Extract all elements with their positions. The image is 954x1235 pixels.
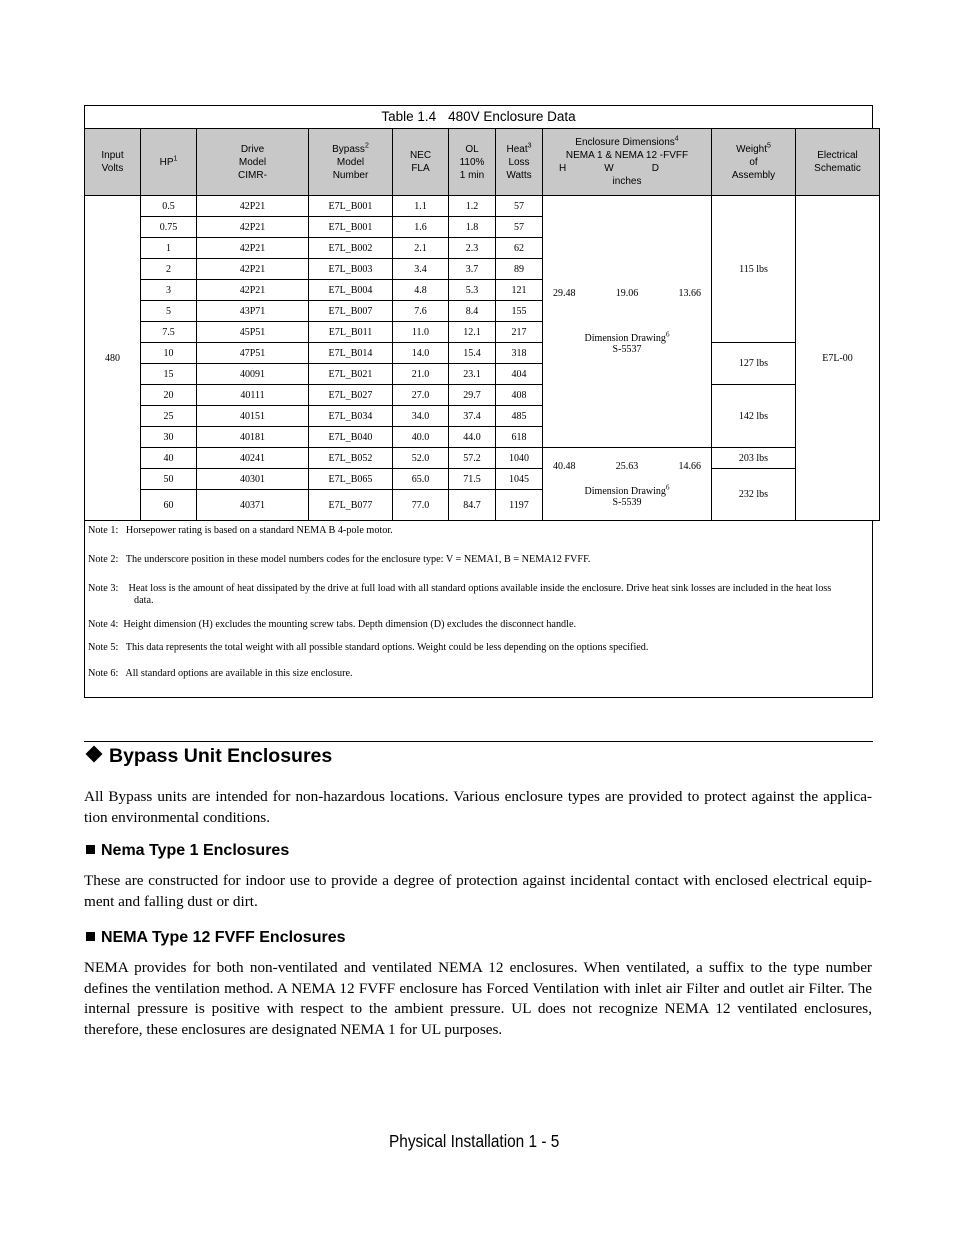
- diamond-bullet-icon: [86, 746, 103, 763]
- table-caption: [84, 105, 873, 128]
- table-row: 7.5 45P51 E7L_B011 11.0 12.1 217: [85, 322, 880, 343]
- note-3: Note 3: Heat loss is the amount of heat dissipated by the drive at full load with all standard options available inside the enclosure. Drive heat sink losses are included in the heat loss data.: [88, 583, 832, 606]
- data-grid: [84, 128, 880, 521]
- weight-cell-5: 232 lbs: [712, 469, 796, 521]
- note-1: Note 1: Horsepower rating is based on a standard NEMA B 4-pole motor.: [88, 525, 393, 536]
- enclosure-data-table: [84, 105, 873, 698]
- note-2: Note 2: The underscore position in these model numbers codes for the enclosure type: V = NEMA1, B = NEMA12 FVFF.: [88, 554, 591, 565]
- weight-cell-2: 127 lbs: [712, 343, 796, 385]
- table-row: 2 42P21 E7L_B003 3.4 3.7 89: [85, 259, 880, 280]
- subheading-nema-type-1: Nema Type 1 Enclosures: [86, 842, 289, 860]
- header-drive-model: Drive Model CIMR-: [197, 129, 309, 196]
- table-row: [85, 196, 880, 217]
- weight-cell-4: 203 lbs: [712, 448, 796, 469]
- subheading-nema-type-12: NEMA Type 12 FVFF Enclosures: [86, 929, 346, 947]
- nema-type-1-paragraph: These are constructed for indoor use to provide a degree of protection against incidental contact with enclosed electrical equip- ment and falling dust or dirt.: [84, 872, 872, 910]
- dimension-values-2: 40.48 25.63 14.66: [553, 460, 701, 472]
- section-heading: Bypass Unit Enclosures: [84, 745, 332, 768]
- dimension-cell-1: 29.48 19.06 13.66 Dimension Drawing$^6$ S-5537: [543, 196, 712, 448]
- drive-cell: 42P21: [197, 196, 309, 217]
- header-row: [85, 129, 880, 196]
- intro-paragraph: All Bypass units are intended for non-hazardous locations. Various enclosure types are provided to protect against the applica- tion environmental conditions.: [84, 788, 872, 826]
- ol-cell: 1.2: [449, 196, 496, 217]
- header-weight: Weight$^5$ of Assembly: [712, 129, 796, 196]
- table-notes: [84, 521, 873, 698]
- section-divider: [84, 741, 873, 742]
- header-hp: $HP^1$: [141, 129, 197, 196]
- table-row: 5 43P71 E7L_B007 7.6 8.4 155: [85, 301, 880, 322]
- input-volts-cell: 480: [85, 196, 141, 521]
- dimension-cell-2: 40.48 25.63 14.66 Dimension Drawing$^6$ S-5539: [543, 448, 712, 521]
- nec-cell: 1.1: [393, 196, 449, 217]
- table-caption-number: Table 1.4: [381, 109, 437, 124]
- header-heat-loss: Heat$^3$ Loss Watts: [496, 129, 543, 196]
- header-ol: OL 110% 1 min: [449, 129, 496, 196]
- table-row: 30 40181 E7L_B040 40.0 44.0 618: [85, 427, 880, 448]
- schematic-cell: E7L-00: [796, 196, 880, 521]
- dimension-values-1: 29.48 19.06 13.66: [553, 288, 701, 299]
- table-row: 20 40111 E7L_B027 27.0 29.7 408 142 lbs: [85, 385, 880, 406]
- table-row: 50 40301 E7L_B065 65.0 71.5 1045 232 lbs: [85, 469, 880, 490]
- table-row: 25 40151 E7L_B034 34.0 37.4 485: [85, 406, 880, 427]
- header-enclosure-dimensions: Enclosure Dimensions$^4$ NEMA 1 & NEMA 12 -FVFF H W D inches: [543, 129, 712, 196]
- square-bullet-icon: [86, 932, 95, 941]
- table-row: 3 42P21 E7L_B004 4.8 5.3 121: [85, 280, 880, 301]
- table-row: 0.75 42P21 E7L_B001 1.6 1.8 57: [85, 217, 880, 238]
- page-footer: Physical Installation 1 - 5: [389, 1131, 560, 1151]
- table-row: 10 47P51 E7L_B014 14.0 15.4 318 127 lbs: [85, 343, 880, 364]
- bypass-cell: E7L_B001: [309, 196, 393, 217]
- header-nec-fla: NEC FLA: [393, 129, 449, 196]
- table-row: 60 40371 E7L_B077 77.0 84.7 1197: [85, 490, 880, 521]
- weight-cell-1: 115 lbs: [712, 196, 796, 343]
- weight-cell-3: 142 lbs: [712, 385, 796, 448]
- hp-cell: 0.5: [141, 196, 197, 217]
- nema-type-12-paragraph: NEMA provides for both non-ventilated and ventilated NEMA 12 enclosures. When ventilated, a suffix to the type number defines the ventilation method. A NEMA 12 FVFF enclosure has Forced Ventilation with inlet air Filter and outlet air Filter. The internal pressure is positive with respect to the ambient pressure. UL does not recognize NEMA 12 ventilated enclosures, therefore, these enclosures are designated NEMA 1 for UL purposes.: [84, 959, 872, 1038]
- table-row: 15 40091 E7L_B021 21.0 23.1 404: [85, 364, 880, 385]
- header-bypass-model: Bypass$^2$ Model Number: [309, 129, 393, 196]
- note-4: Note 4: Height dimension (H) excludes the mounting screw tabs. Depth dimension (D) excludes the disconnect handle.: [88, 619, 577, 630]
- note-5: Note 5: This data represents the total weight with all possible standard options. Weight could be less depending on the options specified.: [88, 642, 649, 653]
- square-bullet-icon: [86, 845, 95, 854]
- table-row: 1 42P21 E7L_B002 2.1 2.3 62: [85, 238, 880, 259]
- table-row: 40 40241 E7L_B052 52.0 57.2 1040 40.48 25.63 14.66 Dimension Drawing$^6$ S-5539 203 lbs: [85, 448, 880, 469]
- table-caption-title: 480V Enclosure Data: [448, 109, 576, 124]
- note-6: Note 6: All standard options are available in this size enclosure.: [88, 668, 353, 679]
- header-input-volts: Input Volts: [85, 129, 141, 196]
- heat-cell: 57: [496, 196, 543, 217]
- header-electrical-schematic: Electrical Schematic: [796, 129, 880, 196]
